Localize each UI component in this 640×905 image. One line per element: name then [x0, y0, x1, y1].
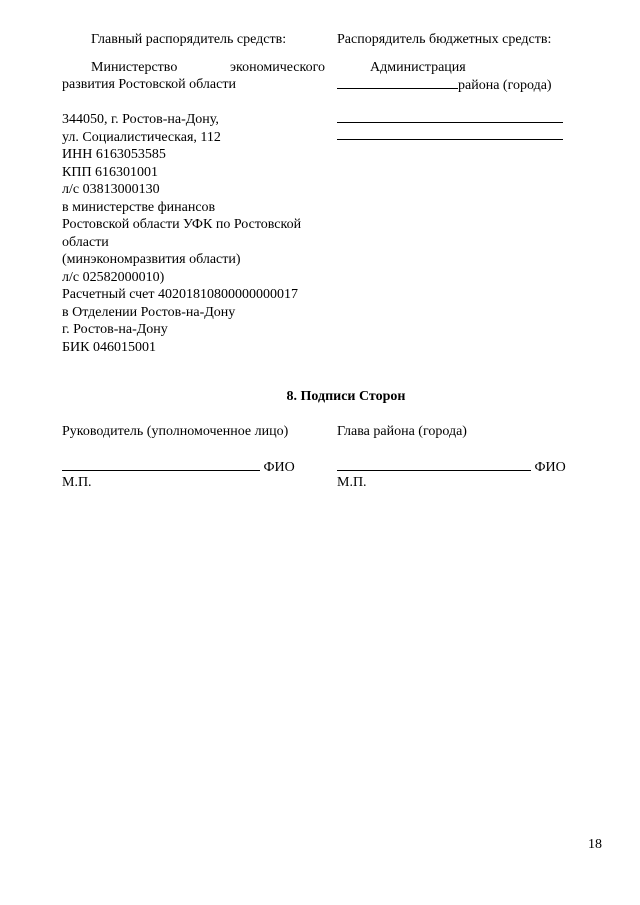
right-signature-blank — [337, 458, 531, 471]
right-signature-line — [337, 458, 566, 477]
requisites-line: г. Ростов-на-Дону — [62, 322, 168, 337]
requisites-line: Расчетный счет 40201810800000000017 — [62, 287, 299, 302]
left-party-name-line2: развития Ростовской области — [62, 77, 236, 92]
requisites-line: л/с 03813000130 — [62, 182, 160, 197]
right-requisites-blank-line — [337, 139, 563, 140]
requisites-line: (минэкономразвития области) — [62, 252, 241, 267]
requisites-line: в Отделении Ростов-на-Дону — [62, 304, 236, 320]
requisites-line: ИНН 6163053585 — [62, 147, 166, 162]
left-signature-line — [62, 458, 295, 477]
right-fio-label: ФИО — [534, 460, 566, 475]
right-requisites-blank-line — [337, 122, 563, 123]
left-fio-label: ФИО — [263, 460, 295, 475]
left-party-name-word: экономического — [230, 60, 325, 75]
left-party-name-line1 — [91, 59, 325, 77]
right-party-name-suffix: района (города) — [458, 78, 552, 93]
requisites-line: области — [62, 234, 109, 250]
left-stamp-label: М.П. — [62, 475, 92, 490]
section-title: 8. Подписи Сторон — [286, 389, 406, 404]
left-requisites-block — [62, 111, 301, 356]
requisites-line: Ростовской области УФК по Ростовской — [62, 217, 302, 232]
left-signatory-role: Руководитель (уполномоченное лицо) — [62, 424, 289, 439]
requisites-line: ул. Социалистическая, 112 — [62, 129, 221, 145]
page-number: 18 — [588, 837, 602, 852]
left-heading: Главный распорядитель средств: — [91, 32, 287, 47]
requisites-line: в министерстве финансов — [62, 199, 216, 215]
requisites-line: л/с 02582000010) — [62, 269, 165, 285]
requisites-line: 344050, г. Ростов-на-Дону, — [62, 112, 219, 127]
requisites-line: КПП 616301001 — [62, 164, 159, 180]
right-stamp-label: М.П. — [337, 475, 367, 490]
district-blank-line — [337, 76, 458, 89]
left-signature-blank — [62, 458, 260, 471]
right-heading: Распорядитель бюджетных средств: — [337, 32, 552, 47]
requisites-line: БИК 046015001 — [62, 339, 156, 355]
right-party-name-line2 — [337, 76, 552, 95]
right-signatory-role: Глава района (города) — [337, 424, 467, 439]
right-party-name-line1: Администрация — [370, 60, 466, 75]
left-party-name-word: Министерство — [91, 60, 178, 75]
